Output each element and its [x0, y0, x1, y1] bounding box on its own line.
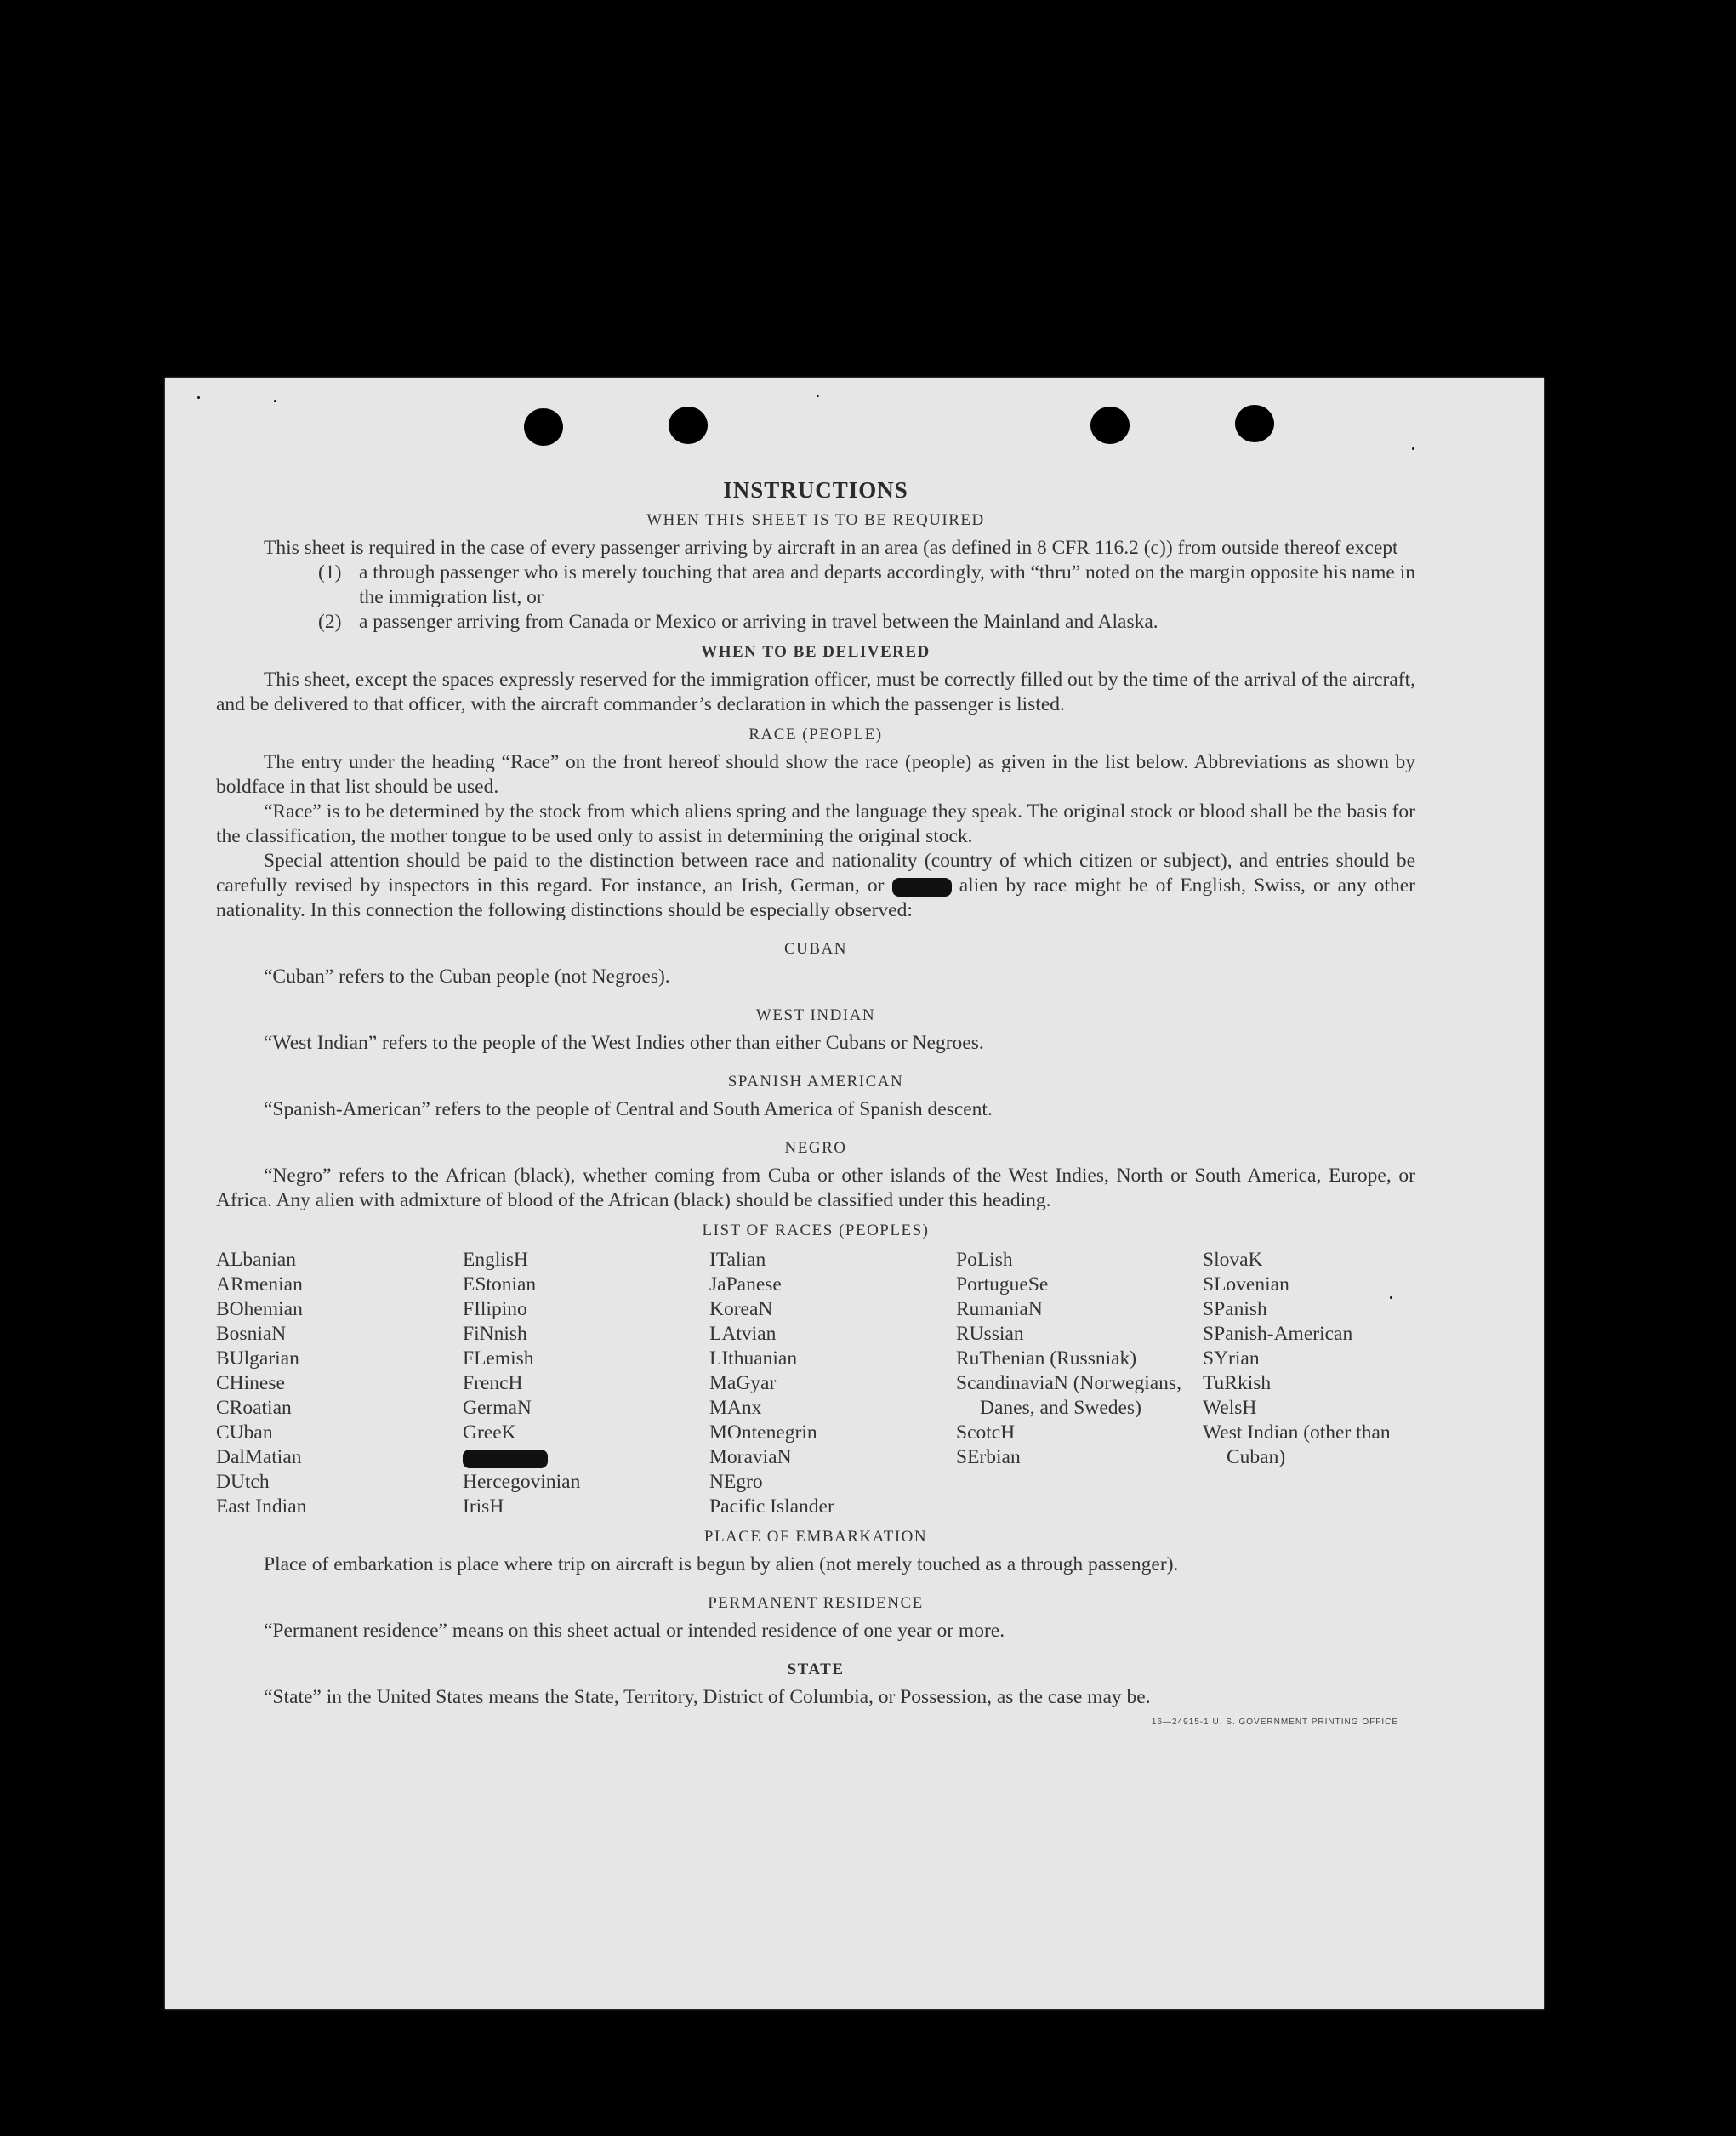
section-heading-list-of-races: LIST OF RACES (PEOPLES) [702, 1222, 930, 1239]
race-paragraph-1: The entry under the heading “Race” on the front hereof should show the race (people) as given in the list below. Abbreviations as shown by boldface in that list should be used. [216, 751, 1415, 798]
exception-item [216, 610, 1415, 635]
race-entry: RuThenian (Russniak) [956, 1347, 1137, 1370]
race-entry: IrisH [463, 1495, 504, 1518]
race-entry: MoraviaN [709, 1446, 792, 1468]
race-entry: GermaN [463, 1397, 532, 1419]
race-entry: WelsH [1203, 1397, 1257, 1419]
dust-speck [1412, 447, 1414, 450]
section-heading-residence: PERMANENT RESIDENCE [708, 1594, 924, 1612]
race-entry: LIthuanian [709, 1347, 798, 1370]
race-entry-redacted [463, 1445, 709, 1470]
race-entry: RUssian [956, 1323, 1024, 1345]
race-entry: SErbian [956, 1446, 1021, 1468]
race-entry: ALbanian [216, 1249, 296, 1271]
race-paragraph-2: “Race” is to be determined by the stock from which aliens spring and the language they speak. The original stock or blood shall be the basis for the classification, the mother tongue to be used only to assist in determining the original stock. [216, 800, 1415, 847]
instruction-sheet [165, 378, 1544, 2009]
race-entry: ARmenian [216, 1273, 303, 1296]
race-entry: JaPanese [709, 1273, 782, 1296]
race-entry: SYrian [1203, 1347, 1260, 1370]
exception-text: a passenger arriving from Canada or Mexico or arriving in travel between the Mainland and Alaska. [359, 611, 1158, 633]
race-entry: EStonian [463, 1273, 537, 1296]
race-entry: NEgro [709, 1471, 763, 1493]
race-entry: PoLish [956, 1249, 1013, 1271]
race-entry: SlovaK [1203, 1249, 1263, 1271]
race-column-1 [216, 1248, 463, 1519]
section-heading-cuban: CUBAN [783, 940, 847, 958]
race-paragraph-3-end: alien by race might be of English, Swiss, or any other nationality. In this connection the following distinctions should be especially observed: [216, 874, 1416, 921]
exception-item [216, 561, 1415, 610]
race-entry: BosniaN [216, 1323, 287, 1345]
section-heading-spanish-american: SPANISH AMERICAN [727, 1073, 904, 1091]
race-entry: SPanish [1203, 1298, 1267, 1320]
race-column-4 [956, 1248, 1203, 1519]
dust-speck [274, 400, 276, 402]
delivered-text: This sheet, except the spaces expressly reserved for the immigration officer, must be correctly filled out by the time of the arrival of the aircraft, and be delivered to that officer, with the aircraft commander’s declaration in which the passenger is listed. [216, 669, 1415, 715]
required-intro: This sheet is required in the case of every passenger arriving by aircraft in an area (as defined in 8 CFR 116.2 (c)) from outside thereof except [264, 537, 1398, 559]
residence-text: “Permanent residence” means on this sheet actual or intended residence of one year or more. [264, 1620, 1005, 1642]
race-entry: TuRkish [1203, 1372, 1272, 1394]
cuban-text: “Cuban” refers to the Cuban people (not Negroes). [264, 965, 670, 988]
race-entry: MOntenegrin [709, 1421, 817, 1444]
section-heading-west-indian: WEST INDIAN [755, 1006, 876, 1024]
race-column-2 [463, 1248, 709, 1519]
section-heading-race: RACE (PEOPLE) [748, 726, 883, 743]
negro-text: “Negro” refers to the African (black), whether coming from Cuba or other islands of the West Indies, North or South America, Europe, or Africa. Any alien with admixture of blood of the African (black) should be classified under this heading. [216, 1165, 1415, 1211]
race-entry: FIlipino [463, 1298, 527, 1320]
section-heading-delivered: WHEN TO BE DELIVERED [701, 643, 931, 661]
race-entry: RumaniaN [956, 1298, 1043, 1320]
redaction-mark [463, 1450, 548, 1468]
race-entry: CUban [216, 1421, 273, 1444]
race-entry: FLemish [463, 1347, 534, 1370]
race-entry: FrencH [463, 1372, 523, 1394]
embarkation-text: Place of embarkation is place where trip on aircraft is begun by alien (not merely touched as a through passenger). [264, 1553, 1179, 1575]
race-entry: DalMatian [216, 1446, 302, 1468]
race-entry: FiNnish [463, 1323, 527, 1345]
race-entry: MaGyar [709, 1372, 777, 1394]
race-column-3 [709, 1248, 956, 1519]
dust-speck [817, 395, 819, 397]
race-entry: ScandinaviaN (Norwegians, Danes, and Swedes) [956, 1372, 1181, 1419]
exception-number: (1) [318, 561, 342, 584]
race-entry: LAtvian [709, 1323, 777, 1345]
race-entry: East Indian [216, 1495, 307, 1518]
punch-hole [1235, 405, 1274, 442]
footer [216, 1710, 1415, 1734]
section-heading-required: WHEN THIS SHEET IS TO BE REQUIRED [646, 511, 985, 529]
race-entry: CRoatian [216, 1397, 292, 1419]
race-entry: Pacific Islander [709, 1495, 834, 1518]
spanish-american-text: “Spanish-American” refers to the people of Central and South America of Spanish descent. [264, 1098, 993, 1120]
race-entry: SPanish-American [1203, 1323, 1353, 1345]
race-entry: SLovenian [1203, 1273, 1289, 1296]
race-entry: Hercegovinian [463, 1471, 581, 1493]
section-heading-state: STATE [787, 1660, 845, 1678]
dust-speck [197, 396, 200, 399]
state-text: “State” in the United States means the State, Territory, District of Columbia, or Possession, as the case may be. [264, 1686, 1151, 1708]
printer-mark: 16—24915-1 U. S. GOVERNMENT PRINTING OFFICE [1151, 1717, 1398, 1727]
punch-hole [669, 407, 708, 444]
page-title: INSTRUCTIONS [723, 477, 908, 503]
race-entry: PortugueSe [956, 1273, 1049, 1296]
race-entry: KoreaN [709, 1298, 773, 1320]
race-entry: BUlgarian [216, 1347, 299, 1370]
section-heading-negro: NEGRO [784, 1139, 847, 1157]
exception-number: (2) [318, 611, 342, 633]
section-heading-embarkation: PLACE OF EMBARKATION [703, 1528, 928, 1546]
punch-hole [524, 408, 563, 446]
race-list [216, 1248, 1415, 1519]
exception-text: a through passenger who is merely touching that area and departs accordingly, with “thru” noted on the margin opposite his name in the immigration list, or [359, 561, 1415, 608]
redaction-mark [892, 878, 952, 897]
race-entry: BOhemian [216, 1298, 303, 1320]
race-entry: MAnx [709, 1397, 762, 1419]
race-paragraph-3 [216, 849, 1415, 923]
race-entry: ScotcH [956, 1421, 1016, 1444]
race-entry: GreeK [463, 1421, 516, 1444]
race-paragraph-3-start: Special attention should be paid to the distinction between race and nationality (country of which citizen or subject), and entries should be carefully revised by inspectors in this regard. For instance, an Irish, German, or [216, 850, 1415, 897]
race-entry: CHinese [216, 1372, 285, 1394]
west-indian-text: “West Indian” refers to the people of the West Indies other than either Cubans or Negroes. [264, 1032, 984, 1054]
race-entry: West Indian (other than Cuban) [1203, 1421, 1391, 1468]
race-entry: EnglisH [463, 1249, 529, 1271]
race-column-5 [1203, 1248, 1424, 1519]
instructions-body [216, 478, 1415, 1734]
punch-hole [1090, 407, 1130, 444]
race-entry: DUtch [216, 1471, 270, 1493]
race-entry: ITalian [709, 1249, 766, 1271]
